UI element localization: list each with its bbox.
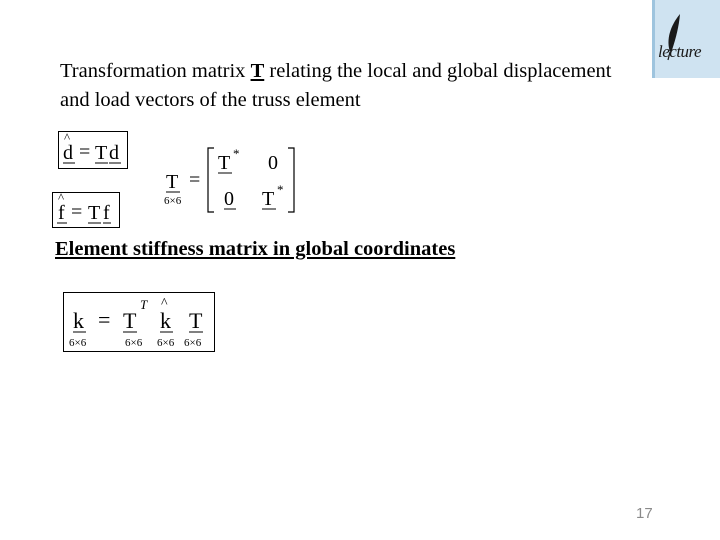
- eq-m21: 0: [224, 188, 234, 210]
- eq-k-khat-sub: 6×6: [157, 337, 175, 349]
- heading-suffix: relating the local and global displacement and load vectors of the truss element: [60, 60, 612, 111]
- eq-k-sub: 6×6: [69, 337, 87, 349]
- eq-T-equals: =: [189, 169, 201, 191]
- eq-d-hat: ^: [64, 132, 71, 145]
- eq-k-T1: T: [123, 308, 137, 333]
- eq-k-T1-sup: T: [140, 297, 148, 312]
- eq-T-sub: 6×6: [164, 195, 182, 207]
- eq-k-lhs: k: [73, 308, 84, 333]
- eq-k-T2: T: [189, 308, 203, 333]
- equation-stiffness: [63, 292, 215, 352]
- eq-f-equals: =: [71, 201, 83, 223]
- eq-f-lhs: f: [58, 202, 65, 224]
- eq-f-rhs: f: [103, 202, 110, 224]
- eq-T-lhs: T: [166, 171, 179, 193]
- eq-d-equals: =: [79, 141, 91, 163]
- heading-symbol-T: T: [250, 60, 265, 82]
- eq-d-lhs: d: [63, 142, 73, 164]
- section-title: Element stiffness matrix in global coordinates: [55, 238, 456, 260]
- equation-force: [52, 192, 120, 228]
- eq-k-T1-sub: 6×6: [125, 337, 143, 349]
- right-bracket: [288, 148, 294, 212]
- eq-f-hat: ^: [58, 193, 65, 205]
- eq-k-khat: k: [160, 308, 171, 333]
- equation-stiffness-svg: [64, 293, 214, 351]
- heading-text: [60, 57, 620, 115]
- eq-m11: T: [218, 152, 231, 174]
- heading-prefix: Transformation matrix: [60, 60, 251, 82]
- logo-text: lecture: [658, 42, 702, 61]
- left-bracket: [208, 148, 214, 212]
- eq-m12: 0: [268, 152, 278, 174]
- eq-d-rhs: d: [109, 142, 119, 164]
- page-number: 17: [636, 505, 653, 522]
- eq-k-T2-sub: 6×6: [184, 337, 202, 349]
- eq-k-equals: =: [98, 307, 111, 332]
- equation-transformation: [160, 142, 300, 218]
- eq-m22-sup: *: [277, 182, 284, 197]
- lecture-logo: [652, 0, 720, 80]
- eq-f-T: T: [88, 202, 101, 224]
- feather-pen-icon: [652, 0, 720, 80]
- eq-m11-sup: *: [233, 146, 240, 161]
- equation-displacement-svg: [59, 132, 127, 168]
- eq-k-hat: ^: [161, 296, 168, 311]
- equation-force-svg: [53, 193, 119, 227]
- eq-d-T: T: [95, 142, 108, 164]
- equation-displacement: [58, 131, 128, 169]
- eq-m22: T: [262, 188, 275, 210]
